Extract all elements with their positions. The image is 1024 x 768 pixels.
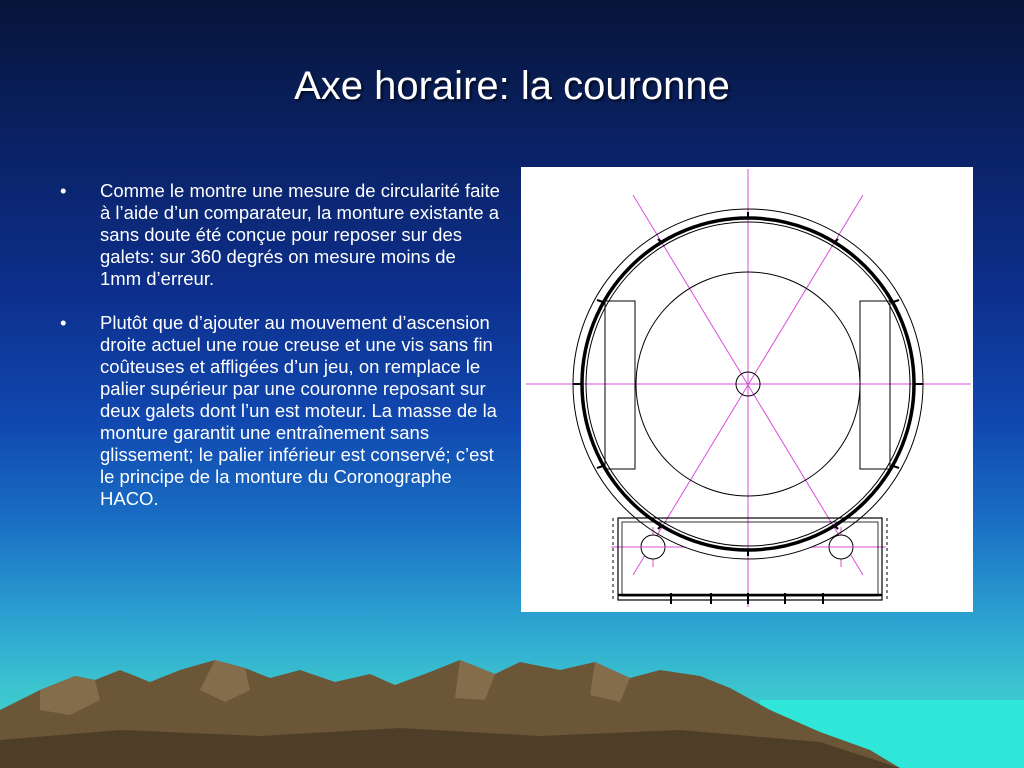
bullet-item [56, 312, 500, 510]
left-plate [605, 301, 635, 469]
mountain-landscape [0, 640, 1024, 768]
crown-drawing [521, 167, 973, 612]
bullet-text: Comme le montre une mesure de circularité faite à l’aide d’un comparateur, la monture existante a sans doute été conçue pour reposer sur des galets: sur 360 degrés on mesure moins de 1mm d’erreur. [100, 180, 500, 289]
construction-lines [526, 169, 971, 607]
bullet-list [56, 180, 500, 532]
bullet-marker: • [60, 312, 67, 333]
bullet-text: Plutôt que d’ajouter au mouvement d’ascension droite actuel une roue creuse et une vis sans fin coûteuses et affligées d’un jeu, on remplace le palier supérieur par une couronne reposant sur deux galets dont l’un est moteur. La masse de la monture garantit une entraînement sans glissement; le palier inférieur est conservé; c’est le principe de la monture du Coronographe HACO. [100, 312, 497, 509]
bullet-item [56, 180, 500, 290]
right-plate [860, 301, 890, 469]
bullet-marker: • [60, 180, 67, 201]
slide-title: Axe horaire: la couronne [294, 64, 730, 108]
crown-drawing-figure [521, 167, 973, 612]
